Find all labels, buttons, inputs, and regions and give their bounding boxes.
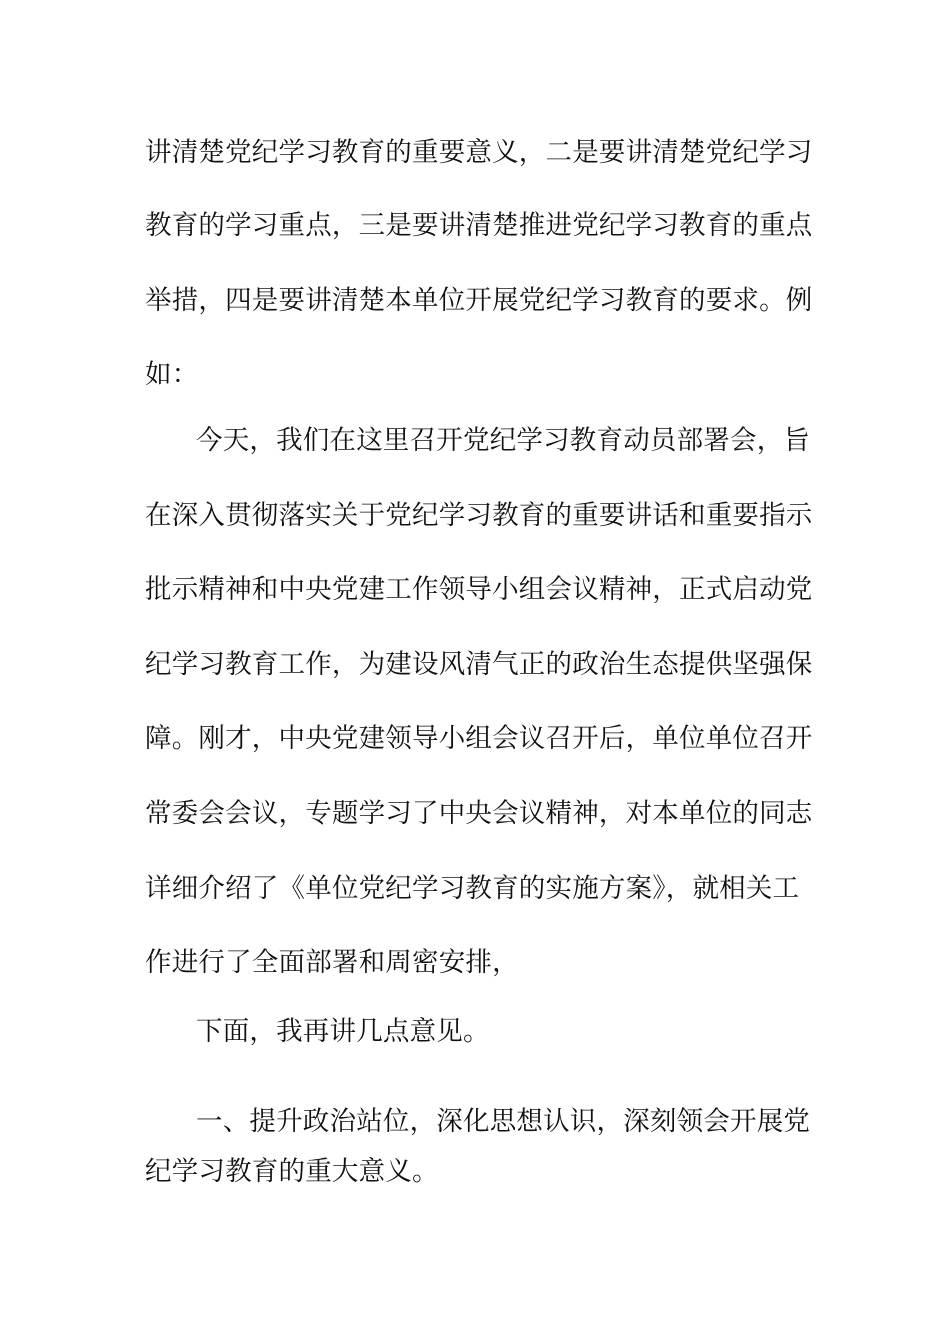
paragraph-line: 作进行了全面部署和周密安排， <box>145 947 519 978</box>
paragraph-line: 教育的学习重点，三是要讲清楚推进党纪学习教育的重点 <box>145 210 813 241</box>
paragraph-line: 批示精神和中央党建工作领导小组会议精神，正式启动党 <box>145 574 813 605</box>
paragraph-line: 下面，我再讲几点意见。 <box>196 1016 490 1047</box>
paragraph-line: 在深入贯彻落实关于党纪学习教育的重要讲话和重要指示 <box>145 500 813 531</box>
paragraph-line: 纪学习教育工作，为建设风清气正的政治生态提供坚强保 <box>145 649 813 680</box>
paragraph-line: 详细介绍了《单位党纪学习教育的实施方案》，就相关工 <box>145 873 800 904</box>
section-heading-line: 一、提升政治站位，深化思想认识，深刻领会开展党 <box>196 1106 811 1137</box>
paragraph-line: 讲清楚党纪学习教育的重要意义，二是要讲清楚党纪学习 <box>145 137 813 168</box>
section-heading-line: 纪学习教育的重大意义。 <box>145 1156 439 1187</box>
paragraph-line: 障。刚才，中央党建领导小组会议召开后，单位单位召开 <box>145 723 813 754</box>
paragraph-line: 常委会会议，专题学习了中央会议精神，对本单位的同志 <box>145 798 813 829</box>
paragraph-line: 举措，四是要讲清楚本单位开展党纪学习教育的要求。例 <box>145 285 813 316</box>
paragraph-line: 今天，我们在这里召开党纪学习教育动员部署会，旨 <box>196 425 811 456</box>
paragraph-line: 如： <box>145 359 199 390</box>
